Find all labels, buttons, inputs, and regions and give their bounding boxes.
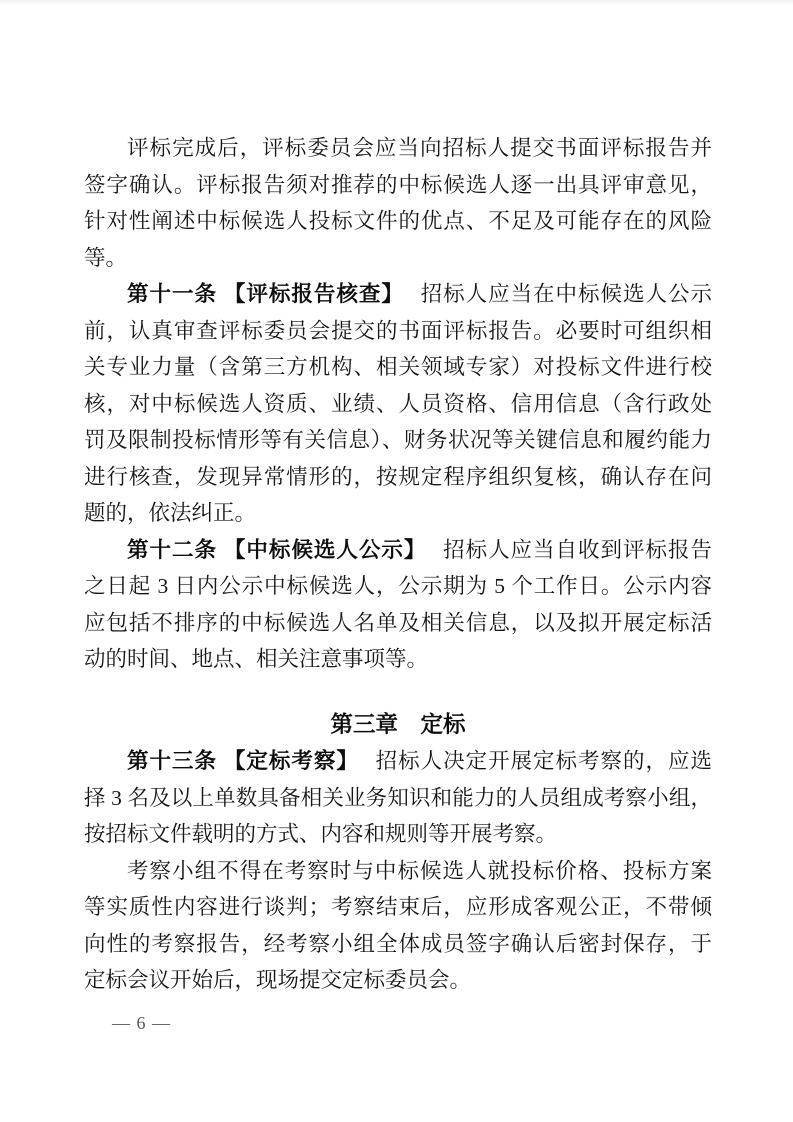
page-number: — 6 — [112, 1013, 171, 1033]
text-line: 签字确认。评标报告须对推荐的中标候选人逐一出具评审意见， [84, 172, 712, 197]
text-line: 之日起 3 日内公示中标候选人，公示期为 5 个工作日。公示内容 [84, 574, 712, 598]
text-line: 考察小组不得在考察时与中标候选人就投标价格、投标方案 [127, 858, 712, 883]
text-line: 向性的考察报告，经考察小组全体成员签字确认后密封保存，于 [84, 931, 712, 956]
text-line [84, 532, 712, 569]
text-line: 前，认真审查评标委员会提交的书面评标报告。必要时可组织相 [84, 318, 712, 343]
text-line: 进行核查，发现异常情形的，按规定程序组织复核，确认存在问 [84, 464, 712, 489]
chapter-heading: 第三章 定标 [330, 711, 466, 737]
text-line: 定标会议开始后，现场提交定标委员会。 [84, 968, 472, 992]
line-text: 招标人应当在中标候选人公示 [420, 282, 712, 306]
document-body [84, 130, 712, 999]
article-title: 第十三条 【定标考察】 [127, 749, 359, 773]
text-line: 应包括不排序的中标候选人名单及相关信息，以及拟开展定标活 [84, 610, 712, 635]
text-line [84, 276, 712, 313]
text-line: 等。 [84, 245, 128, 270]
text-line: 动的时间、地点、相关注意事项等。 [84, 647, 429, 671]
text-line: 关专业力量（含第三方机构、相关领域专家）对投标文件进行校 [84, 355, 712, 379]
article-title: 第十二条 【中标候选人公示】 [127, 537, 427, 562]
text-line: 择 3 名及以上单数具备相关业务知识和能力的人员组成考察小组， [84, 785, 712, 810]
text-line: 等实质性内容进行谈判；考察结束后，应形成客观公正，不带倾 [84, 895, 712, 919]
line-text: 招标人应当自收到评标报告 [443, 537, 712, 562]
text-line [84, 743, 712, 780]
text-line: 针对性阐述中标候选人投标文件的优点、不足及可能存在的风险 [84, 209, 712, 233]
text-line: 题的，依法纠正。 [84, 501, 257, 525]
text-line: 评标完成后，评标委员会应当向招标人提交书面评标报告并 [127, 136, 712, 160]
text-line: 罚及限制投标情形等有关信息）、财务状况等关键信息和履约能力 [84, 428, 712, 452]
text-line: 按招标文件载明的方式、内容和规则等开展考察。 [84, 822, 558, 846]
text-line: 核，对中标候选人资质、业绩、人员资格、信用信息（含行政处 [84, 391, 712, 416]
scan-edge-shading [0, 0, 793, 5]
line-text: 招标人决定开展定标考察的，应选 [375, 749, 712, 773]
article-title: 第十一条 【评标报告核查】 [127, 282, 404, 306]
